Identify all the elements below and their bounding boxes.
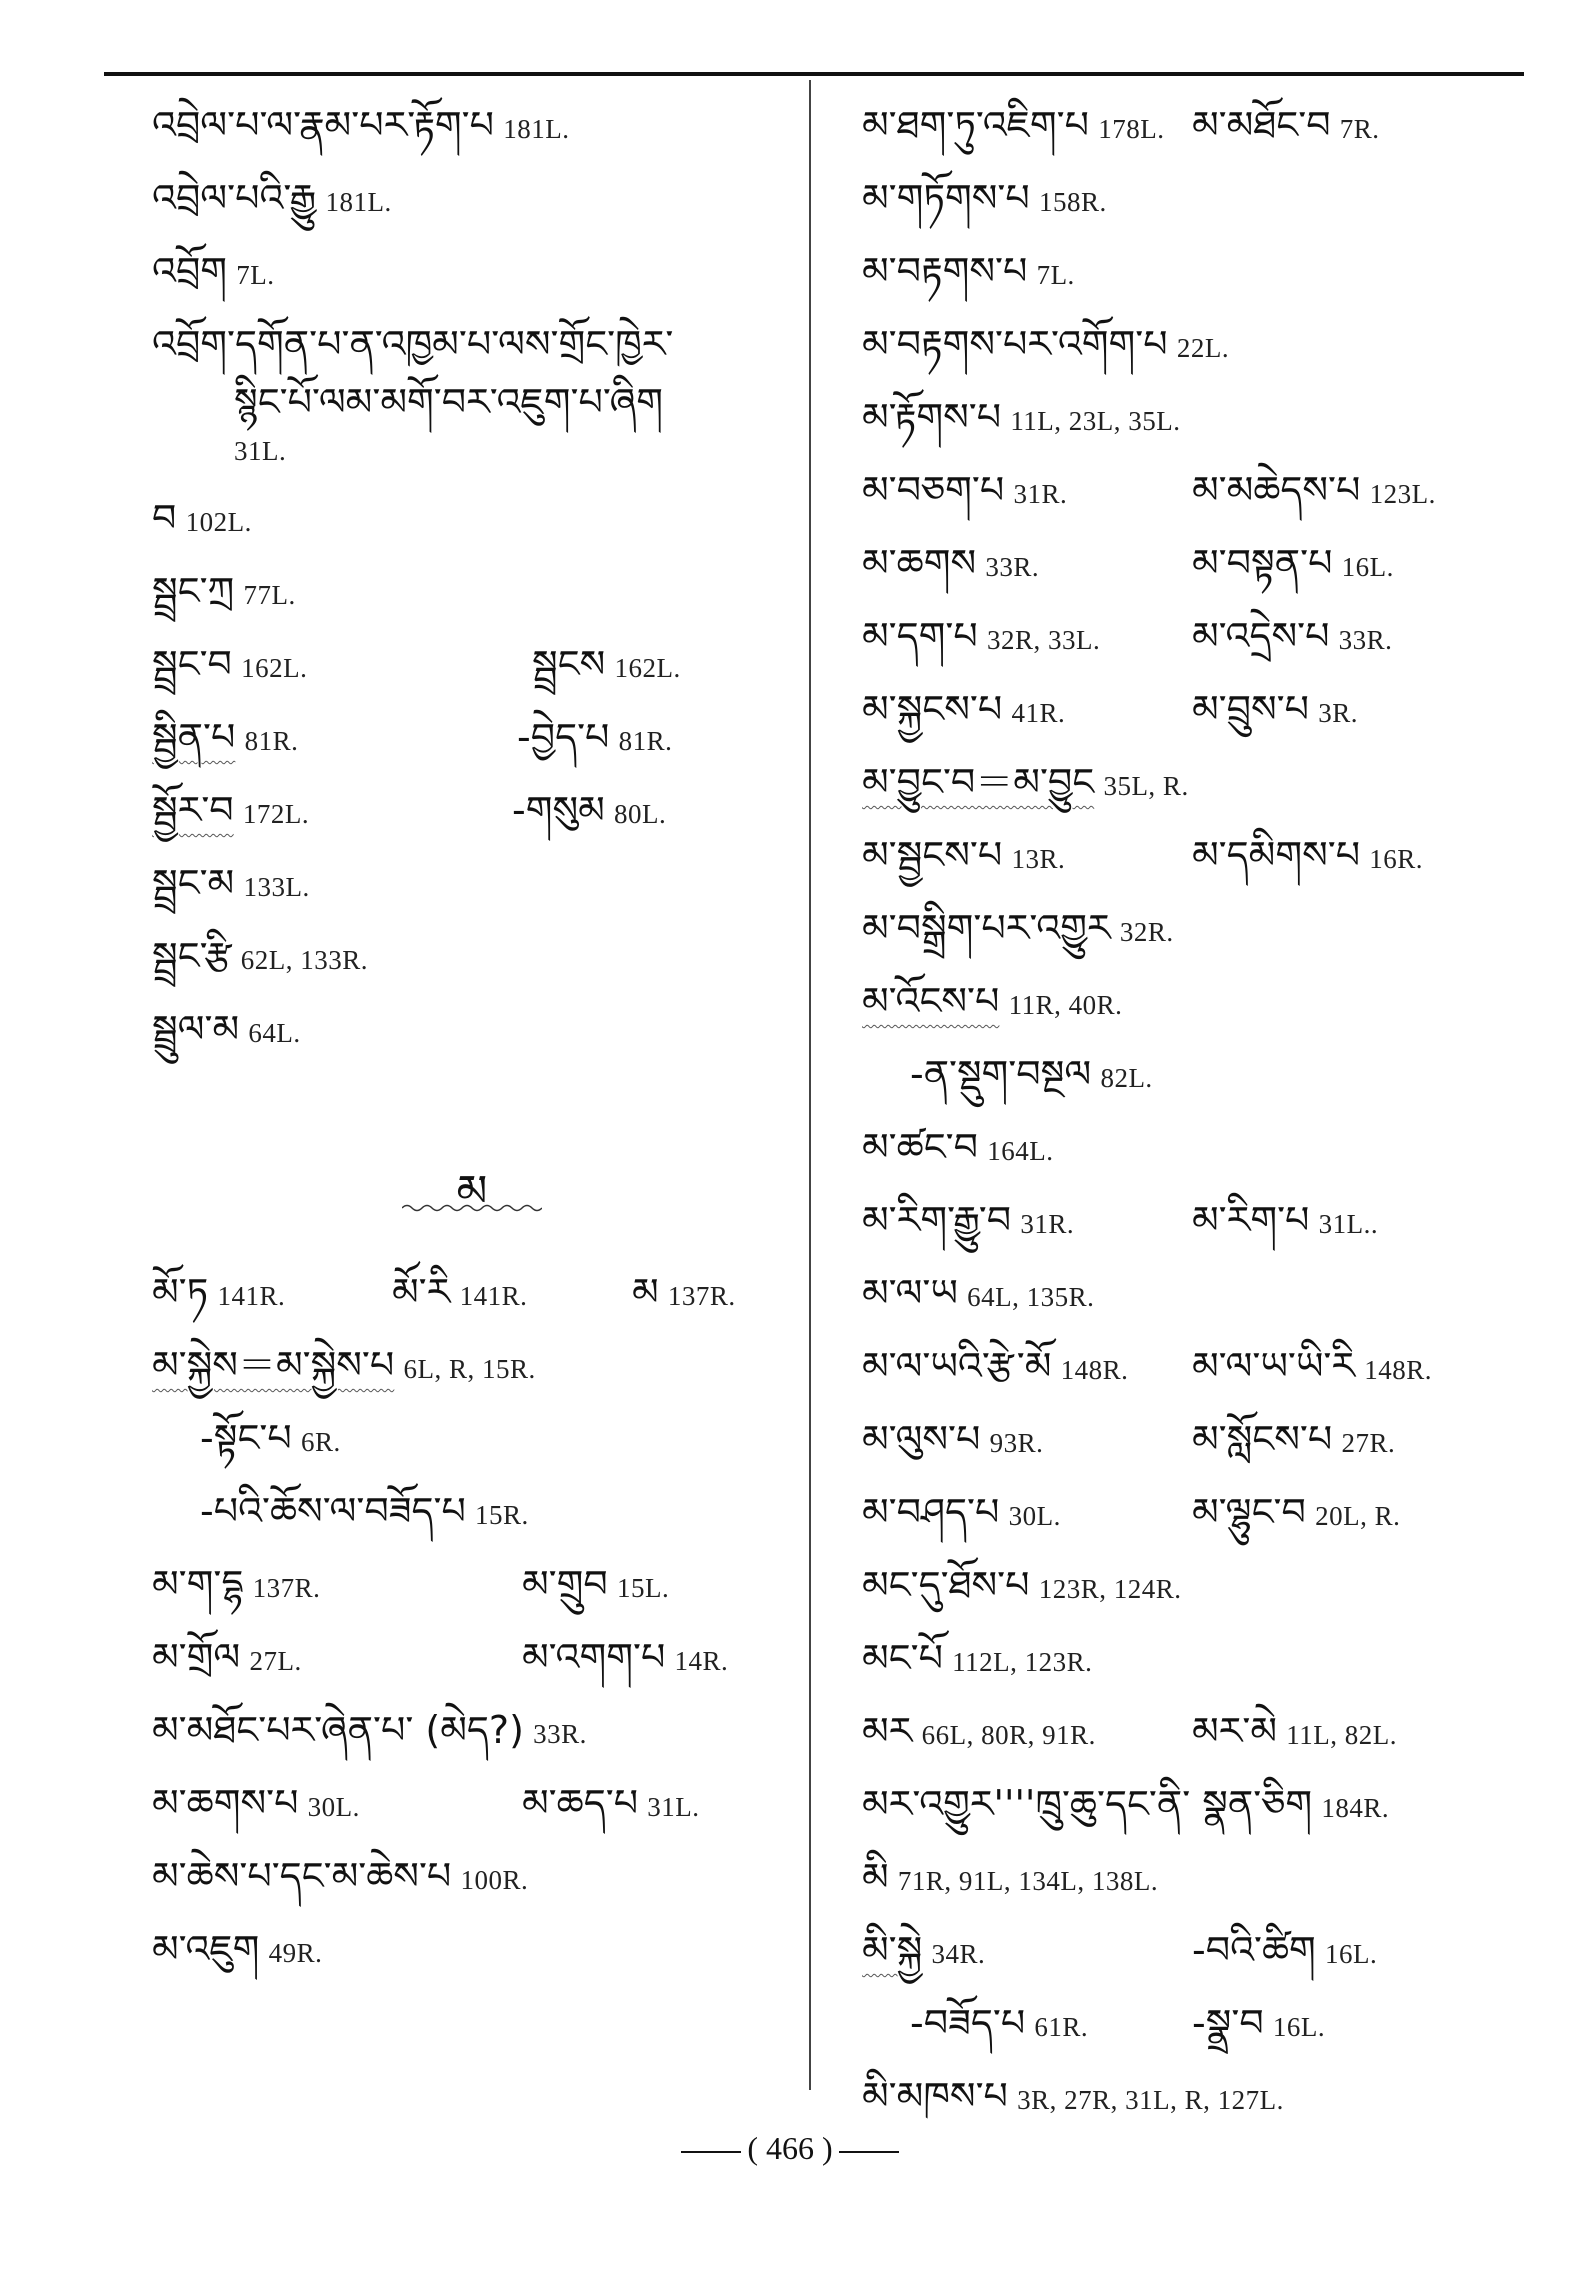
page-ref: 49R.	[268, 1938, 323, 1968]
page-ref: 162L.	[614, 653, 681, 683]
page-ref: 6R.	[300, 1427, 341, 1457]
page-ref: 22L.	[1176, 333, 1230, 363]
page-ref: 11L, 82L.	[1286, 1720, 1397, 1750]
page-ref: 32R, 33L.	[986, 625, 1101, 655]
page-ref: 123R, 124R.	[1038, 1574, 1182, 1604]
page-ref: 27L.	[249, 1646, 302, 1676]
section-letter: མ	[456, 1166, 488, 1217]
tibetan-term: -བཟོད་པ	[910, 2001, 1026, 2045]
index-entry	[862, 1711, 1502, 1784]
index-entry	[152, 1856, 792, 1929]
page-ref: 15L.	[617, 1573, 670, 1603]
tibetan-term: མ་བྲུས་པ	[1192, 687, 1310, 731]
dash-left	[681, 2151, 741, 2153]
page-ref: 162L.	[241, 653, 308, 683]
tibetan-term: མ་མཐོང་བ	[1192, 103, 1331, 147]
page-ref: 172L.	[242, 799, 310, 829]
page-ref: 7L.	[1036, 260, 1075, 290]
page-ref: 13R.	[1011, 844, 1066, 874]
tibetan-term: -གསུམ	[512, 788, 605, 832]
page-ref: 81R.	[618, 726, 673, 756]
page-ref: 7L.	[236, 260, 275, 290]
left-column	[152, 105, 792, 2002]
tibetan-term: མ་ལ་ཡ	[862, 1271, 958, 1315]
tibetan-term: མར	[862, 1709, 913, 1753]
index-entry	[152, 571, 792, 644]
tibetan-term: སྦྲང་མ	[152, 861, 235, 905]
index-entry	[152, 1564, 792, 1637]
tibetan-term: སྦྲངས	[532, 642, 606, 686]
tibetan-term: སྦྲང་རྩི	[152, 934, 232, 978]
page-ref: 64L.	[248, 1018, 301, 1048]
top-rule	[104, 72, 1524, 76]
index-entry	[152, 178, 792, 251]
tibetan-term: མ་ཆགས་པ	[152, 1781, 299, 1825]
tibetan-term: སྙིང་པོ་ལམ་མགོ་བར་འཇུག་པ་ཞིག	[234, 380, 664, 424]
page-number-value: 466	[766, 2130, 814, 2166]
tibetan-term: མ	[632, 1270, 659, 1314]
tibetan-term: སྦྱོར་བ	[152, 788, 234, 832]
page-ref: 33R.	[533, 1719, 587, 1749]
index-entry-continuation	[152, 430, 792, 498]
page-ref: 3R, 27R, 31L, R, 127L.	[1017, 2085, 1284, 2115]
page-ref: 62L, 133R.	[240, 945, 368, 975]
index-entry	[862, 1492, 1502, 1565]
index-entry	[152, 498, 792, 571]
index-entry	[152, 1272, 792, 1345]
tibetan-term: མ་ལུས་པ	[862, 1417, 981, 1461]
tibetan-term: མ་མཆེདས་པ	[1192, 468, 1361, 512]
tibetan-term: -ན་སྡུག་བསྔལ	[910, 1052, 1092, 1096]
tibetan-term: མ་བཤད་པ	[862, 1490, 1000, 1534]
page-ref: 137R.	[252, 1573, 321, 1603]
tibetan-term: མ་རྟོགས་པ	[862, 395, 1002, 439]
index-entry	[152, 1783, 792, 1856]
page-ref: 31R.	[1013, 479, 1068, 509]
page-ref: 133L.	[243, 872, 310, 902]
index-entry	[152, 105, 792, 178]
right-column	[862, 105, 1502, 2149]
index-entry	[152, 1491, 792, 1564]
page-ref: 31L..	[1318, 1209, 1379, 1239]
index-entry	[862, 1930, 1502, 2003]
index-entry	[862, 1200, 1502, 1273]
index-entry	[862, 616, 1502, 689]
page-ref: 31L.	[234, 436, 287, 466]
page-ref: 30L.	[307, 1792, 360, 1822]
tibetan-term: མ་རིག་རྒྱུ་བ	[862, 1198, 1012, 1242]
page-ref: 14R.	[674, 1646, 729, 1676]
tibetan-term: མ་བརྟགས་པ	[862, 249, 1028, 293]
index-entry	[152, 1418, 792, 1491]
index-entry	[862, 981, 1502, 1054]
index-entry	[152, 1710, 792, 1783]
tibetan-term: མ་སློངས་པ	[1192, 1417, 1333, 1461]
page-ref: 80L.	[614, 799, 667, 829]
page-ref: 137R.	[667, 1281, 736, 1311]
index-entry	[862, 1127, 1502, 1200]
page-ref: 6L, R, 15R.	[403, 1354, 536, 1384]
page-ref: 3R.	[1318, 698, 1358, 728]
tibetan-term: འབྲོག	[152, 249, 228, 293]
index-entry	[152, 1637, 792, 1710]
tibetan-term: -སྟོང་པ	[200, 1416, 292, 1460]
page-ref: 93R.	[989, 1428, 1044, 1458]
tibetan-term: མ་ཆེས་པ་དང་མ་ཆེས་པ	[152, 1854, 452, 1898]
tibetan-term: མ་བསྒྲིག་པར་འགྱུར	[862, 906, 1111, 950]
index-entry	[152, 1009, 792, 1082]
tibetan-term: སྦྲང་བ	[152, 642, 232, 686]
tibetan-term: མ་བརྟགས་པར་འགོག་པ	[862, 322, 1168, 366]
index-entry	[862, 1346, 1502, 1419]
page-ref: 164L.	[987, 1136, 1054, 1166]
tibetan-term: མོ་ཏ	[152, 1270, 209, 1314]
page-ref: 35L, R.	[1103, 771, 1189, 801]
tibetan-term: མ་ཐག་ཏུ་འཇིག་པ	[862, 103, 1089, 147]
page-ref: 141R.	[217, 1281, 286, 1311]
tibetan-term: མ་ལ་ཡའི་རྩེ་མོ	[862, 1344, 1052, 1388]
index-entry	[862, 689, 1502, 762]
tibetan-term: མ་གཏོགས་པ	[862, 176, 1030, 220]
index-entry	[152, 251, 792, 324]
wavy-rule	[402, 1202, 542, 1214]
index-entry	[862, 2003, 1502, 2076]
tibetan-term: མ་རིག་པ	[1192, 1198, 1310, 1242]
index-entry	[862, 1054, 1502, 1127]
page-ref: 16L.	[1341, 552, 1394, 582]
column-divider	[809, 80, 811, 2090]
tibetan-term: མ་དག་པ	[862, 614, 978, 658]
tibetan-term: མ་སྦྱངས་པ	[862, 833, 1003, 877]
index-entry	[862, 1419, 1502, 1492]
tibetan-term: སྦྲང་ཀྲ	[152, 569, 235, 613]
index-entry	[862, 251, 1502, 324]
tibetan-term: -བའི་ཚིག	[1192, 1928, 1316, 1972]
page-ref: 16L.	[1325, 1939, 1378, 1969]
page-ref: 112L, 123R.	[952, 1647, 1093, 1677]
page-ref: 102L.	[185, 507, 252, 537]
page-ref: 27R.	[1341, 1428, 1396, 1458]
page-ref: 41R.	[1011, 698, 1066, 728]
tibetan-term: མ་འོངས་པ	[862, 979, 1000, 1023]
page-ref: 100R.	[460, 1865, 529, 1895]
tibetan-term: སྦྱིན་པ	[152, 715, 236, 759]
index-entry	[152, 790, 792, 863]
tibetan-term: མ་ལྷུང་བ	[1192, 1490, 1306, 1534]
index-entry	[862, 105, 1502, 178]
page-ref: 32R.	[1119, 917, 1174, 947]
page-ref: 82L.	[1100, 1063, 1153, 1093]
page-ref: 34R.	[931, 1939, 986, 1969]
tibetan-term: མ་གྲུབ	[522, 1562, 608, 1606]
tibetan-term: མི་མཁས་པ	[862, 2074, 1008, 2118]
tibetan-term: མ་བྱུང་བ＝མ་བྱུང	[862, 760, 1095, 804]
index-entry	[862, 835, 1502, 908]
index-entry-continuation	[152, 382, 792, 430]
tibetan-term: མ་མཐོང་པར་ཞེན་པ་ (མེད?)	[152, 1708, 524, 1752]
tibetan-term: -པའི་ཆོས་ལ་བཟོད་པ	[200, 1489, 466, 1533]
page-ref: 123L.	[1369, 479, 1436, 509]
page-ref: 71R, 91L, 134L, 138L.	[897, 1866, 1159, 1896]
tibetan-term: འབྲོག་དགོན་པ་ན་འཁྱམ་པ་ལས་གྲོང་ཁྱེར་	[152, 322, 674, 366]
tibetan-term: མ་དམིགས་པ	[1192, 833, 1361, 877]
page-ref: 181L.	[503, 114, 570, 144]
tibetan-term: མ་བཅག་པ	[862, 468, 1005, 512]
index-entry	[152, 717, 792, 790]
index-entry	[862, 1565, 1502, 1638]
page-ref: 11L, 23L, 35L.	[1010, 406, 1181, 436]
dash-right	[839, 2151, 899, 2153]
page-ref: 11R, 40R.	[1008, 990, 1123, 1020]
index-entry	[152, 863, 792, 936]
tibetan-term: མ་འཇུག	[152, 1927, 260, 1971]
page-ref: 81R.	[244, 726, 299, 756]
page-ref: 148R.	[1364, 1355, 1433, 1385]
page-ref: 181L.	[325, 187, 392, 217]
page-ref: 33R.	[1338, 625, 1393, 655]
index-entry	[862, 1273, 1502, 1346]
tibetan-term: མ་ལ་ཡ་ཡི་རི	[1192, 1344, 1356, 1388]
tibetan-term: མར་མེ	[1192, 1709, 1278, 1753]
index-entry	[152, 644, 792, 717]
tibetan-term: མ་འགག་པ	[522, 1635, 666, 1679]
page-ref: 16R.	[1369, 844, 1424, 874]
tibetan-term: མང་དུ་ཐོས་པ	[862, 1563, 1030, 1607]
index-entry	[862, 908, 1502, 981]
index-entry	[862, 324, 1502, 397]
index-entry	[862, 543, 1502, 616]
page-ref: 141R.	[459, 1281, 528, 1311]
index-entry	[152, 936, 792, 1009]
tibetan-term: -སྣྲ་བ	[1192, 2001, 1264, 2045]
index-entry	[152, 1929, 792, 2002]
tibetan-term: མ་འདྲེས་པ	[1192, 614, 1330, 658]
tibetan-term: མོ་རི	[392, 1270, 451, 1314]
page-ref: 77L.	[243, 580, 296, 610]
tibetan-term: མ་ཆགས	[862, 541, 977, 585]
index-entry	[862, 397, 1502, 470]
tibetan-term: -བྱེད་པ	[517, 715, 610, 759]
page-ref: 15R.	[475, 1500, 529, 1530]
tibetan-term: མ་ག་དྷ	[152, 1562, 244, 1606]
tibetan-term: མ་ཚང་བ	[862, 1125, 978, 1169]
tibetan-term: སྦྲུལ་མ	[152, 1007, 240, 1051]
page-ref: 7R.	[1339, 114, 1380, 144]
index-entry	[862, 470, 1502, 543]
tibetan-term: མ་སྐྱེས＝མ་སྐྱེས་པ	[152, 1343, 395, 1387]
tibetan-term: འབྲེལ་པ་ལ་རྣམ་པར་རྟོག་པ	[152, 103, 495, 147]
page-ref: 20L, R.	[1315, 1501, 1401, 1531]
tibetan-term: མ་སྐྱངས་པ	[862, 687, 1003, 731]
index-entry	[152, 324, 792, 382]
tibetan-term: མི	[862, 1855, 889, 1899]
tibetan-term: མ་ཆད་པ	[522, 1781, 639, 1825]
page-ref: 16L.	[1272, 2012, 1326, 2042]
page-ref: 184R.	[1321, 1793, 1390, 1823]
tibetan-term: བ	[152, 496, 177, 540]
page-ref: 66L, 80R, 91R.	[921, 1720, 1096, 1750]
index-entry	[862, 178, 1502, 251]
index-entry	[862, 1638, 1502, 1711]
page-ref: 33R.	[985, 552, 1040, 582]
tibetan-term: མར་འགྱུར''''ཁྲུ་ཆུ་དང་ནི་ སྣན་ཅིག	[862, 1782, 1313, 1826]
section-heading	[152, 1082, 792, 1272]
page-ref: 64L, 135R.	[967, 1282, 1095, 1312]
page-ref: 31L.	[647, 1792, 700, 1822]
index-entry	[862, 1857, 1502, 1930]
index-entry	[862, 762, 1502, 835]
index-entry	[152, 1345, 792, 1418]
tibetan-term: མ་བསྟན་པ	[1192, 541, 1333, 585]
page-ref: 31R.	[1020, 1209, 1075, 1239]
page-ref: 178L.	[1098, 114, 1165, 144]
page-number: ( 466 )	[0, 2130, 1580, 2167]
tibetan-term: མི་སྐྱེ	[862, 1928, 923, 1972]
tibetan-term: མ་གྲོལ	[152, 1635, 241, 1679]
page-ref: 158R.	[1038, 187, 1107, 217]
page-ref: 30L.	[1008, 1501, 1061, 1531]
tibetan-term: མང་པོ	[862, 1636, 943, 1680]
page-ref: 61R.	[1034, 2012, 1089, 2042]
tibetan-term: འབྲེལ་པའི་རྒྱུ	[152, 176, 317, 220]
index-entry	[862, 1784, 1502, 1857]
page-ref: 148R.	[1060, 1355, 1129, 1385]
